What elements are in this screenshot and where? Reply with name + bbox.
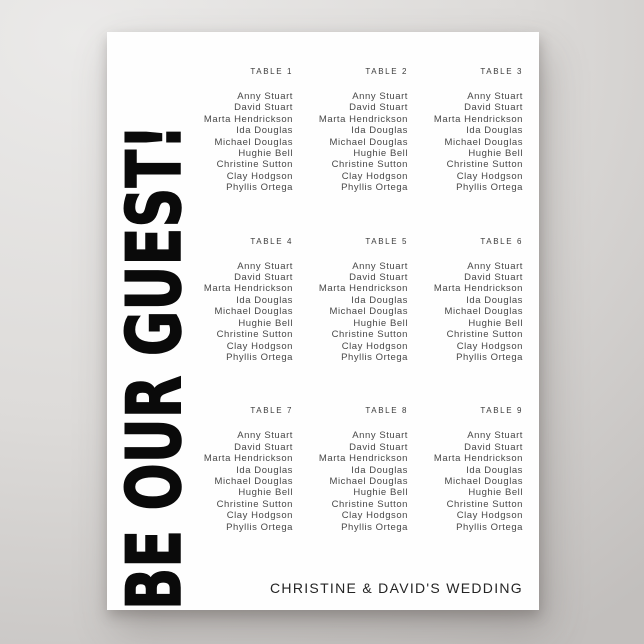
guest-name: Michael Douglas (214, 475, 293, 487)
wedding-footer: CHRISTINE & DAVID'S WEDDING (270, 580, 523, 596)
guest-name: Anny Stuart (467, 430, 523, 442)
guest-list (408, 430, 523, 533)
guest-name: Phyllis Ortega (341, 182, 408, 194)
guest-name: Christine Sutton (331, 498, 408, 510)
guest-name: Marta Hendrickson (318, 453, 408, 465)
guest-name: Michael Douglas (444, 136, 523, 148)
guest-name: Marta Hendrickson (318, 283, 408, 295)
guest-name: Christine Sutton (216, 159, 293, 171)
guest-name: Clay Hodgson (226, 340, 293, 352)
guest-list (178, 91, 293, 194)
guest-name: Hughie Bell (468, 487, 523, 499)
guest-name: Christine Sutton (446, 159, 523, 171)
guest-list (293, 261, 408, 364)
guest-name: Ida Douglas (351, 294, 408, 306)
guest-name: Clay Hodgson (226, 510, 293, 522)
guest-name: Ida Douglas (236, 125, 293, 137)
seating-chart-poster (107, 32, 539, 610)
guest-name: Ida Douglas (466, 464, 523, 476)
guest-name: Anny Stuart (237, 91, 293, 102)
guest-name: Clay Hodgson (341, 340, 408, 352)
table-label: TABLE 9 (480, 406, 523, 416)
guest-name: David Stuart (464, 102, 523, 114)
guest-name: David Stuart (349, 272, 408, 284)
tables-grid (178, 66, 523, 533)
guest-name: Michael Douglas (329, 475, 408, 487)
table-label: TABLE 2 (365, 67, 408, 76)
guest-name: Ida Douglas (236, 464, 293, 476)
guest-name: Anny Stuart (467, 91, 523, 102)
guest-name: Phyllis Ortega (456, 351, 523, 363)
table-group (178, 66, 293, 194)
guest-name: Marta Hendrickson (433, 113, 523, 125)
guest-name: Clay Hodgson (341, 170, 408, 182)
guest-name: Ida Douglas (466, 125, 523, 137)
guest-name: Michael Douglas (444, 306, 523, 318)
guest-name: Michael Douglas (214, 306, 293, 318)
guest-name: Hughie Bell (238, 148, 293, 160)
guest-name: David Stuart (234, 441, 293, 453)
guest-name: Clay Hodgson (456, 340, 523, 352)
guest-name: Marta Hendrickson (318, 113, 408, 125)
guest-name: Ida Douglas (351, 125, 408, 137)
guest-list (408, 91, 523, 194)
table-label: TABLE 7 (250, 406, 293, 416)
table-group (408, 236, 523, 364)
table-label: TABLE 4 (250, 236, 293, 246)
guest-name: Clay Hodgson (456, 510, 523, 522)
poster-title: BE OUR GUEST! (110, 124, 198, 610)
guest-name: Hughie Bell (353, 487, 408, 499)
guest-list (408, 261, 523, 364)
table-label: TABLE 3 (480, 67, 523, 76)
guest-name: Ida Douglas (466, 294, 523, 306)
guest-name: Christine Sutton (446, 498, 523, 510)
guest-name: Ida Douglas (236, 294, 293, 306)
table-group (178, 405, 293, 533)
guest-name: Christine Sutton (446, 329, 523, 341)
guest-name: Christine Sutton (331, 329, 408, 341)
guest-name: David Stuart (349, 441, 408, 453)
table-group (293, 66, 408, 194)
guest-name: Hughie Bell (468, 148, 523, 160)
guest-name: Michael Douglas (214, 136, 293, 148)
guest-name: Hughie Bell (353, 317, 408, 329)
guest-name: Anny Stuart (352, 260, 408, 272)
guest-name: Marta Hendrickson (203, 113, 293, 125)
guest-name: Michael Douglas (444, 475, 523, 487)
table-group (178, 236, 293, 364)
guest-name: Marta Hendrickson (433, 453, 523, 465)
guest-name: David Stuart (464, 441, 523, 453)
guest-name: Phyllis Ortega (226, 182, 293, 194)
guest-list (293, 430, 408, 533)
table-label: TABLE 6 (480, 236, 523, 246)
table-label: TABLE 1 (250, 67, 293, 76)
guest-name: David Stuart (234, 102, 293, 114)
guest-name: Clay Hodgson (226, 170, 293, 182)
guest-name: Hughie Bell (468, 317, 523, 329)
guest-name: David Stuart (234, 272, 293, 284)
guest-name: Anny Stuart (352, 91, 408, 102)
guest-name: Michael Douglas (329, 136, 408, 148)
guest-list (178, 261, 293, 364)
guest-name: Phyllis Ortega (341, 521, 408, 533)
guest-name: Phyllis Ortega (226, 521, 293, 533)
table-label: TABLE 8 (365, 406, 408, 416)
table-group (408, 405, 523, 533)
guest-name: David Stuart (349, 102, 408, 114)
guest-name: Anny Stuart (237, 430, 293, 442)
guest-name: Hughie Bell (238, 487, 293, 499)
guest-name: Phyllis Ortega (456, 182, 523, 194)
guest-name: Clay Hodgson (341, 510, 408, 522)
table-group (293, 405, 408, 533)
guest-name: Marta Hendrickson (203, 453, 293, 465)
guest-name: Ida Douglas (351, 464, 408, 476)
guest-name: Anny Stuart (467, 260, 523, 272)
guest-name: Marta Hendrickson (433, 283, 523, 295)
guest-name: Clay Hodgson (456, 170, 523, 182)
guest-name: Phyllis Ortega (226, 351, 293, 363)
table-label: TABLE 5 (365, 236, 408, 246)
guest-name: David Stuart (464, 272, 523, 284)
guest-name: Phyllis Ortega (456, 521, 523, 533)
guest-name: Christine Sutton (331, 159, 408, 171)
guest-name: Marta Hendrickson (203, 283, 293, 295)
guest-name: Christine Sutton (216, 329, 293, 341)
table-group (293, 236, 408, 364)
table-group (408, 66, 523, 194)
guest-name: Hughie Bell (353, 148, 408, 160)
guest-name: Anny Stuart (237, 260, 293, 272)
guest-name: Phyllis Ortega (341, 351, 408, 363)
guest-list (178, 430, 293, 533)
guest-name: Anny Stuart (352, 430, 408, 442)
guest-name: Christine Sutton (216, 498, 293, 510)
guest-name: Michael Douglas (329, 306, 408, 318)
guest-list (293, 91, 408, 194)
guest-name: Hughie Bell (238, 317, 293, 329)
